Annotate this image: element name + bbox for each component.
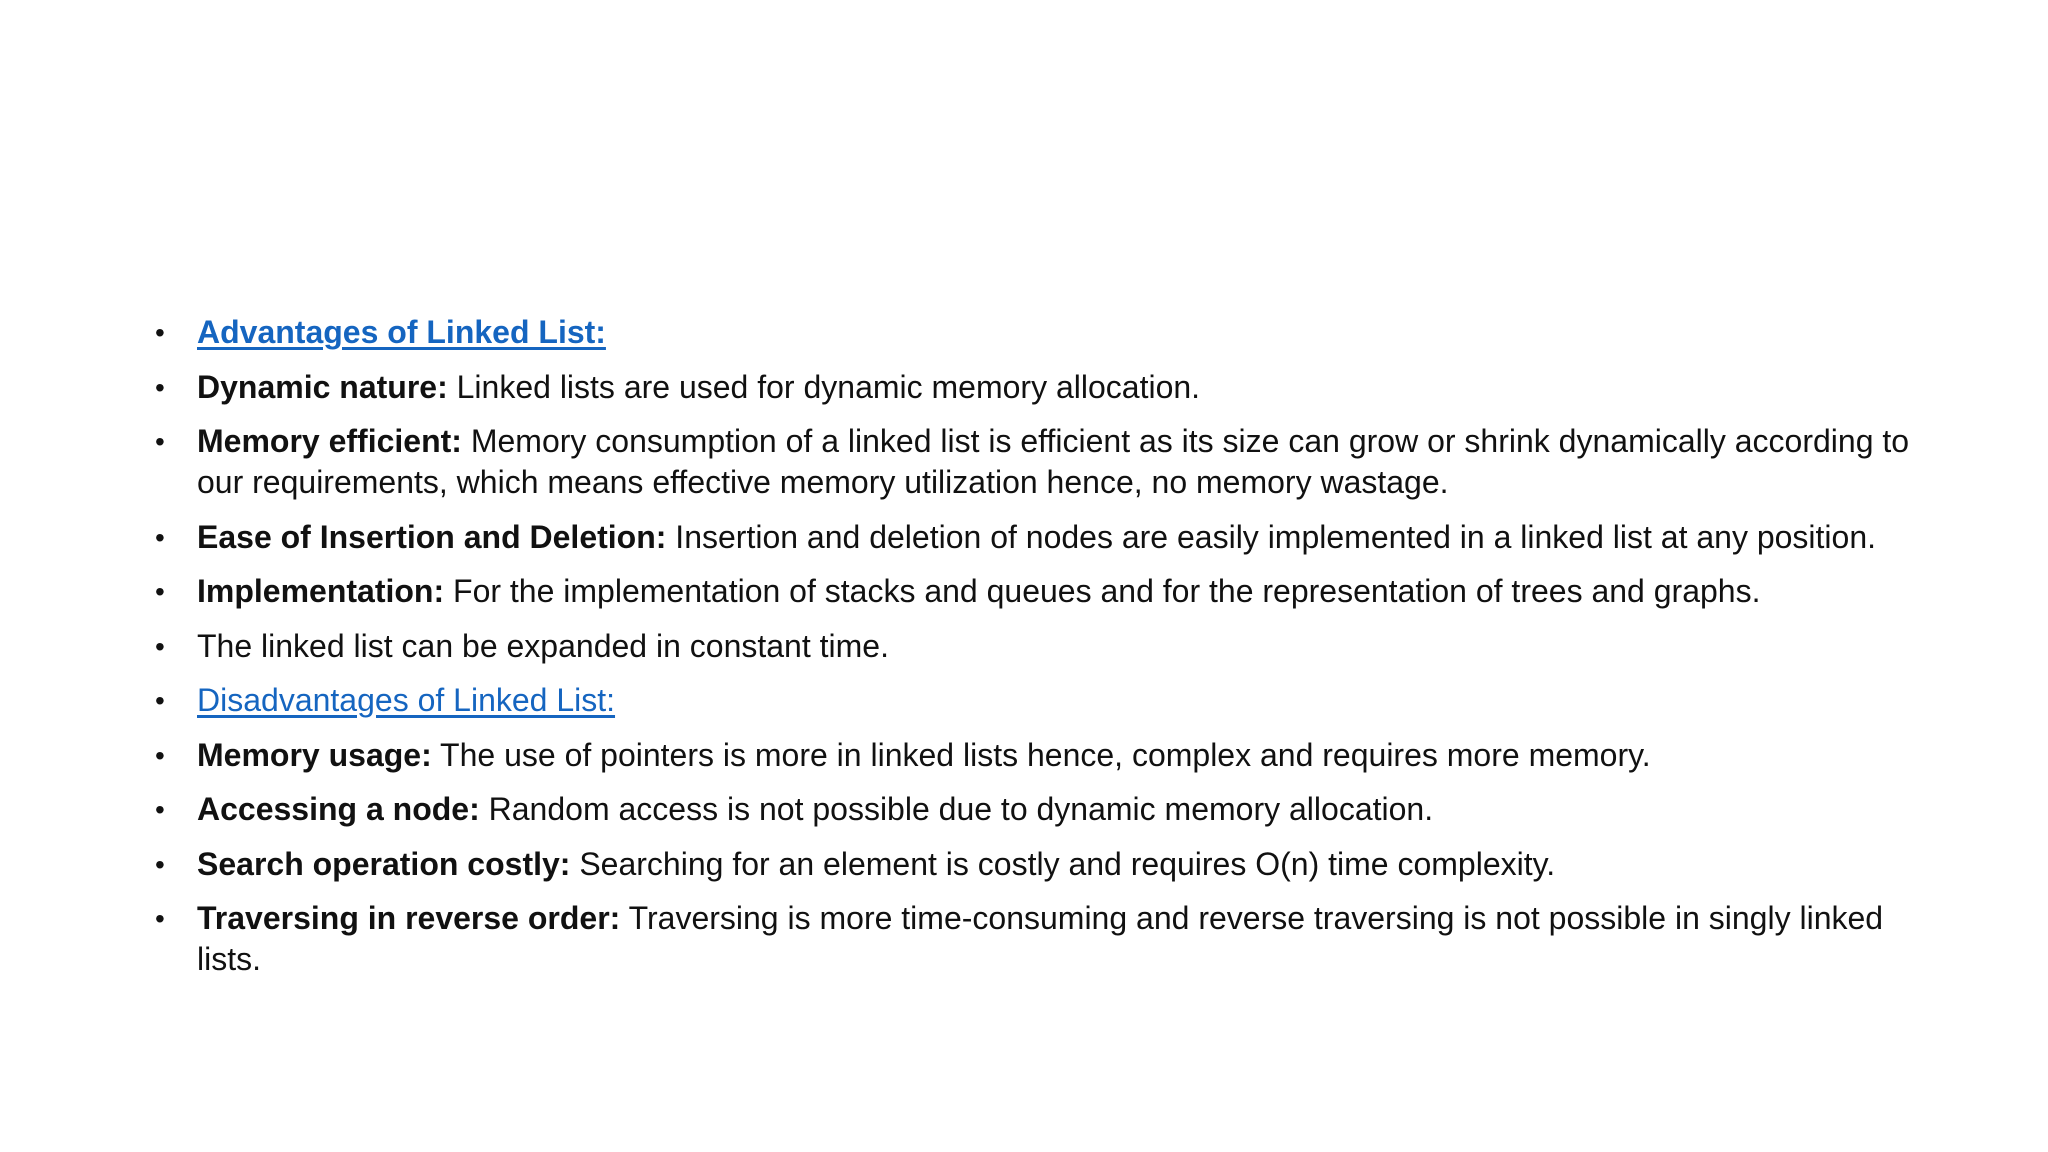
bullet-icon: • xyxy=(155,426,165,457)
item-term: Implementation: xyxy=(197,573,445,609)
bullet-icon: • xyxy=(155,848,165,880)
bullet-icon: • xyxy=(155,521,165,553)
item-term: Memory usage: xyxy=(197,736,432,773)
item-term: Ease of Insertion and Deletion: xyxy=(197,518,667,555)
item-text: Searching for an element is costly and requires O(n) time complexity. xyxy=(570,845,1556,882)
item-text: The linked list can be expanded in constant time. xyxy=(197,627,889,664)
item-text: For the implementation of stacks and queues and for the representation of trees and graphs. xyxy=(444,573,1761,609)
item-text: Linked lists are used for dynamic memory allocation. xyxy=(447,368,1201,405)
item-text: Memory consumption of a linked list is efficient as its size can grow or shrink dynamically according to our requirements, which means effective memory utilization hence, no memory wastage. xyxy=(197,423,1910,500)
advantages-link[interactable]: Advantages of Linked List: xyxy=(197,314,606,350)
bullet-icon: • xyxy=(155,685,165,716)
bullet-icon: • xyxy=(155,630,165,662)
list-item xyxy=(155,789,1915,830)
list-item-disadvantages-heading xyxy=(155,680,1915,721)
item-text: Insertion and deletion of nodes are easily implemented in a linked list at any position. xyxy=(666,518,1877,555)
bullet-icon: • xyxy=(155,739,165,771)
list-item xyxy=(155,367,1915,408)
item-term: Dynamic nature: xyxy=(197,368,448,405)
list-item xyxy=(155,898,1915,980)
item-term: Search operation costly: xyxy=(197,845,571,882)
list-item-advantages-heading xyxy=(155,312,1915,353)
bullet-icon: • xyxy=(155,317,165,348)
slide-content xyxy=(155,312,1915,994)
list-item xyxy=(155,626,1915,667)
list-item xyxy=(155,421,1915,503)
bullet-icon: • xyxy=(155,576,165,607)
list-item xyxy=(155,571,1915,612)
bullet-icon: • xyxy=(155,794,165,825)
item-term: Accessing a node: xyxy=(197,791,480,827)
disadvantages-link[interactable]: Disadvantages of Linked List: xyxy=(197,682,616,718)
list-item xyxy=(155,735,1915,776)
item-text: The use of pointers is more in linked lists hence, complex and requires more memory. xyxy=(431,736,1651,773)
bullet-icon: • xyxy=(155,903,165,934)
item-text: Random access is not possible due to dynamic memory allocation. xyxy=(479,791,1434,827)
item-term: Memory efficient: xyxy=(197,423,462,459)
list-item xyxy=(155,517,1915,558)
list-item xyxy=(155,844,1915,885)
bullet-list xyxy=(155,312,1915,980)
item-text: Traversing is more time-consuming and reverse traversing is not possible in singly linked lists. xyxy=(197,900,1884,977)
bullet-icon: • xyxy=(155,371,165,403)
item-term: Traversing in reverse order: xyxy=(197,900,621,936)
